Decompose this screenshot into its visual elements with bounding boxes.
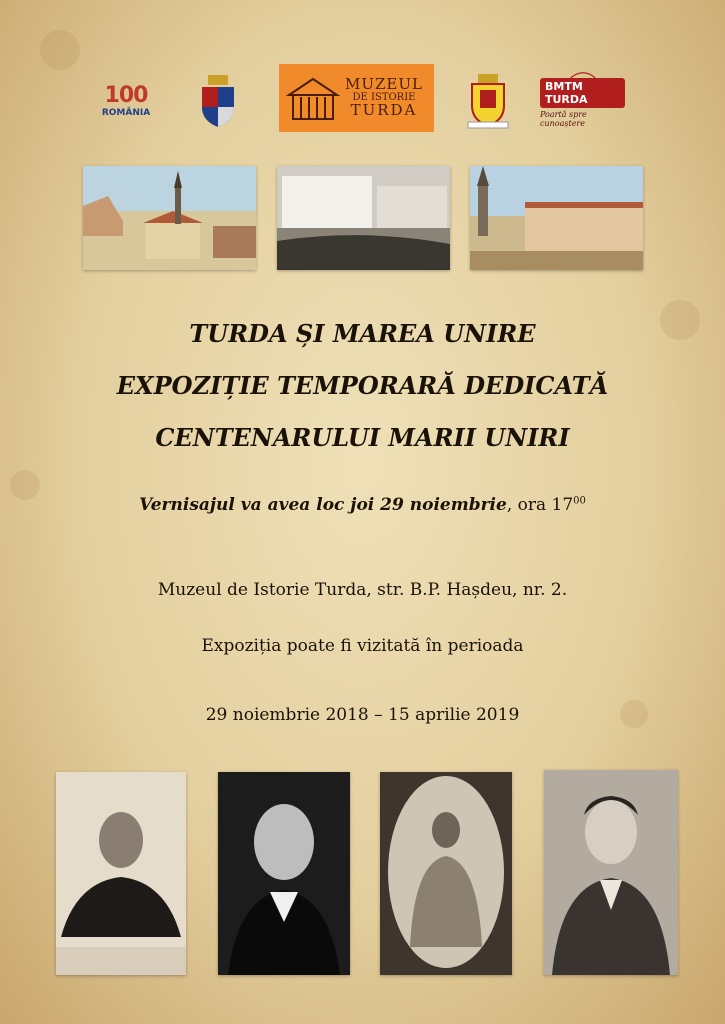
vernissage-date: Vernisajul va avea loc joi 29 noiembrie xyxy=(139,495,507,515)
vernissage-info xyxy=(0,495,725,515)
library-badge: BMTM TURDA xyxy=(540,78,625,108)
vernissage-time: , ora 17 xyxy=(506,495,574,515)
museum-name-line3: TURDA xyxy=(350,101,418,120)
postcard-photo-right xyxy=(470,166,643,270)
county-coat-of-arms-icon xyxy=(198,72,238,130)
museum-building-icon xyxy=(285,73,341,123)
exhibition-period: 29 noiembrie 2018 – 15 aprilie 2019 xyxy=(205,705,520,725)
museum-logo xyxy=(279,64,434,132)
visit-text: Expoziția poate fi vizitată în perioada xyxy=(201,636,524,656)
museum-name-line1: MUZEUL xyxy=(345,75,423,93)
postcard-photo-center xyxy=(277,166,450,270)
portrait-photo-3 xyxy=(380,772,512,975)
exhibition-title xyxy=(0,308,725,464)
portrait-photo-4 xyxy=(544,770,678,975)
museum-address: Muzeul de Istorie Turda, str. B.P. Hașdeu, nr. 2. xyxy=(157,580,568,600)
title-line3: CENTENARULUI MARII UNIRI xyxy=(155,423,570,452)
centenary-number: 100 xyxy=(104,82,148,108)
portrait-photo-1 xyxy=(56,772,186,975)
city-coat-of-arms-icon xyxy=(466,72,510,132)
centenary-country: ROMÂNIA xyxy=(101,107,151,118)
logo-bar xyxy=(0,62,725,137)
title-line2: EXPOZIȚIE TEMPORARĂ DEDICATĂ xyxy=(116,371,609,400)
library-motto: Poartă spre cunoaștere xyxy=(540,110,587,128)
postcard-photo-left xyxy=(83,166,256,270)
centenary-logo xyxy=(96,76,156,124)
vernissage-minutes: 00 xyxy=(573,495,586,507)
museum-name-line2: DE ISTORIE xyxy=(352,91,416,103)
library-logo xyxy=(540,70,625,128)
library-arch-icon xyxy=(548,70,618,78)
portrait-photo-2 xyxy=(218,772,350,975)
title-line1: TURDA ȘI MAREA UNIRE xyxy=(189,319,536,348)
